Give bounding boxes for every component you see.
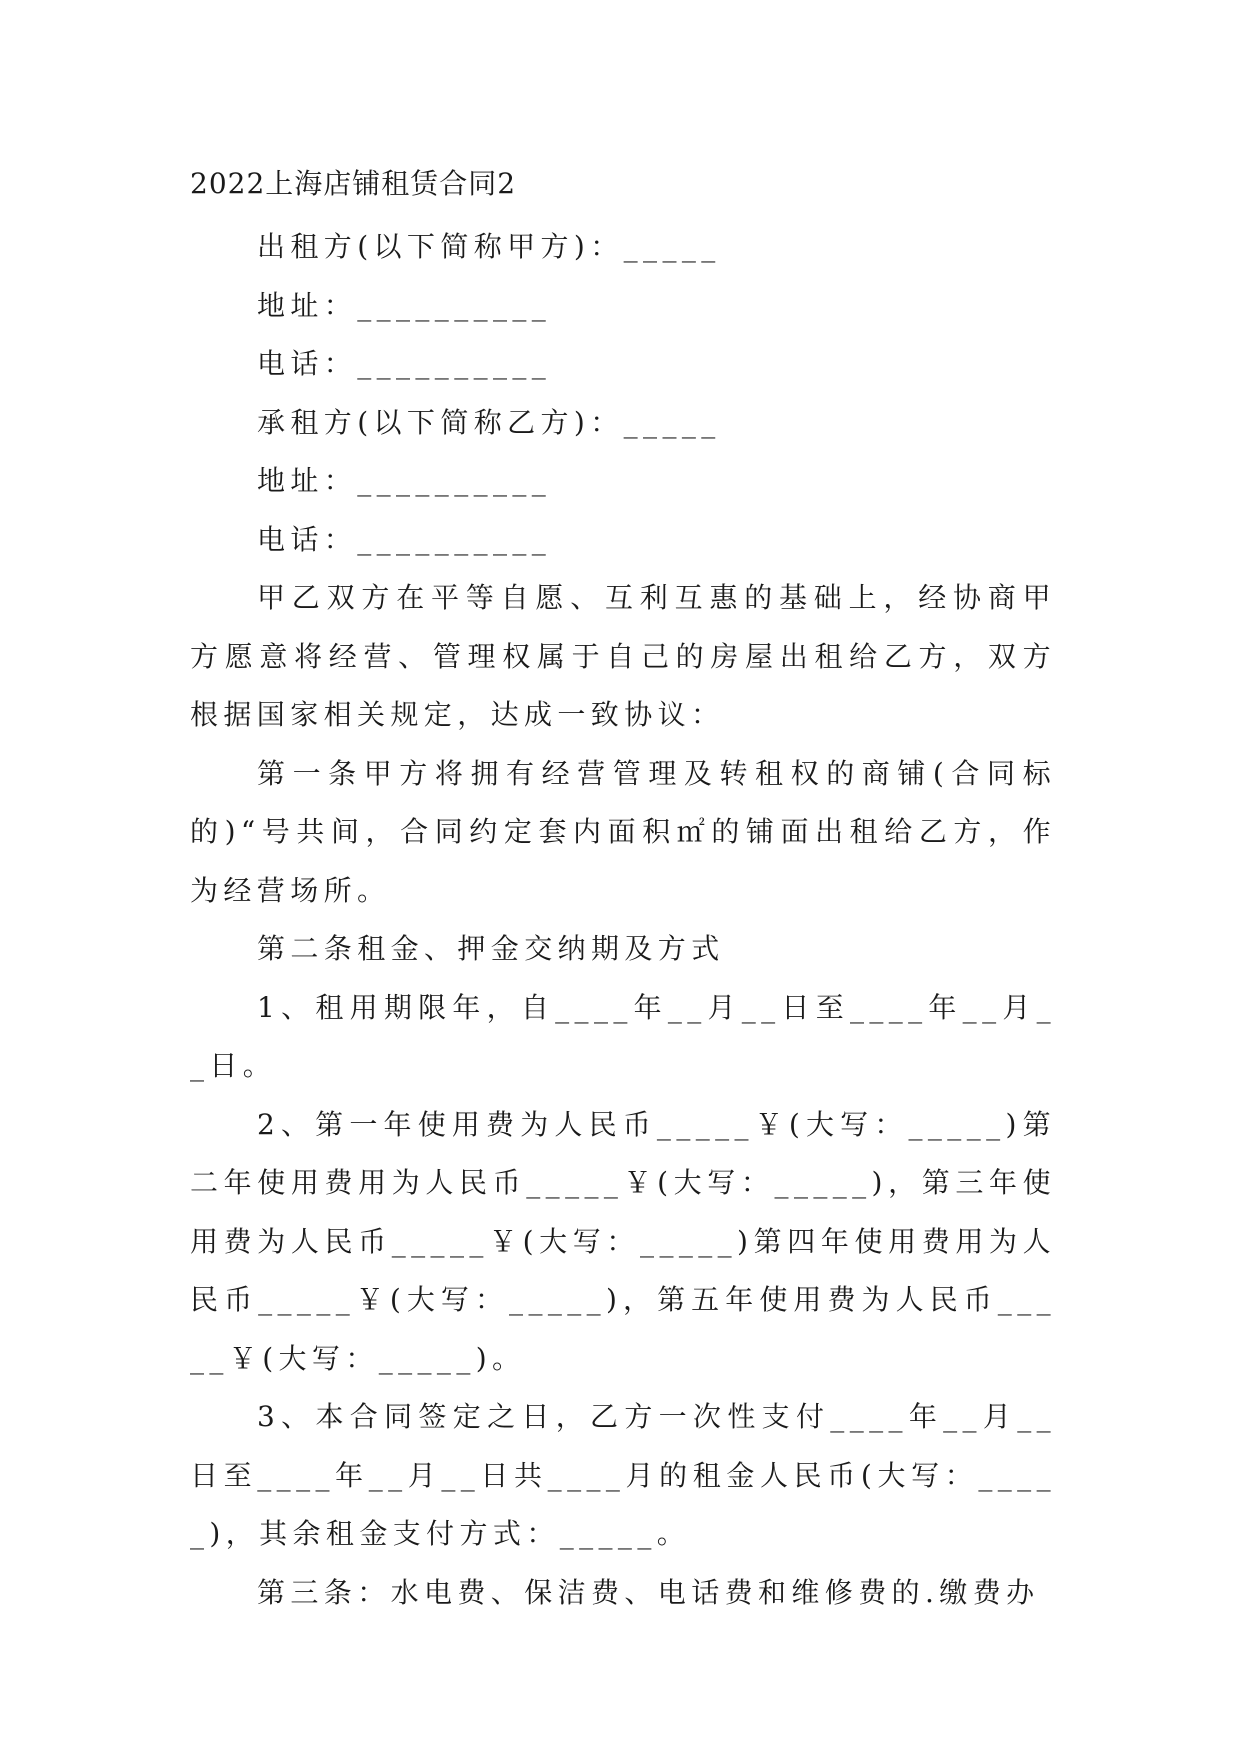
lessee-line: 承租方(以下简称乙方)：_____ [257,405,721,439]
document-title: 2022上海店铺租赁合同2 [190,167,517,200]
lessor-phone-line: 电话：__________ [257,347,552,380]
article-two-heading: 第二条租金、押金交纳期及方式 [257,932,725,965]
annual-fee-clause: 2、第一年使用费为人民币_____￥(大写：_____)第二年使用费用为人民币_____￥(大写：_____)，第三年使用费为人民币_____￥(大写：_____)第四年使用费用为人民币_____￥(大写：_____)，第五年使用费为人民币_____￥(大写：_____)。 [190,1107,1056,1375]
document-body [190,218,1056,1622]
lessor-address-line: 地址：__________ [257,288,552,322]
lessee-address-line: 地址：__________ [257,464,552,497]
rent-payment-clause: 3、本合同签定之日，乙方一次性支付____年__月__日至____年__月__日共____月的租金人民币(大写：_____)，其余租金支付方式：_____。 [190,1400,1056,1550]
lessee-phone-line: 电话：__________ [257,522,552,556]
lessor-line: 出租方(以下简称甲方)：_____ [257,230,721,263]
preamble-paragraph: 甲乙双方在平等自愿、互利互惠的基础上，经协商甲方愿意将经营、管理权属于自己的房屋出租给乙方，双方根据国家相关规定，达成一致协议： [190,581,1056,731]
lease-term-clause: 1、租用期限年，自____年__月__日至____年__月__日。 [190,990,1056,1082]
article-three-paragraph: 第三条：水电费、保洁费、电话费和维修费的.缴费办 [257,1575,1040,1609]
article-one-paragraph: 第一条甲方将拥有经营管理及转租权的商铺(合同标的)“号共间，合同约定套内面积㎡的铺面出租给乙方，作为经营场所。 [190,756,1056,907]
